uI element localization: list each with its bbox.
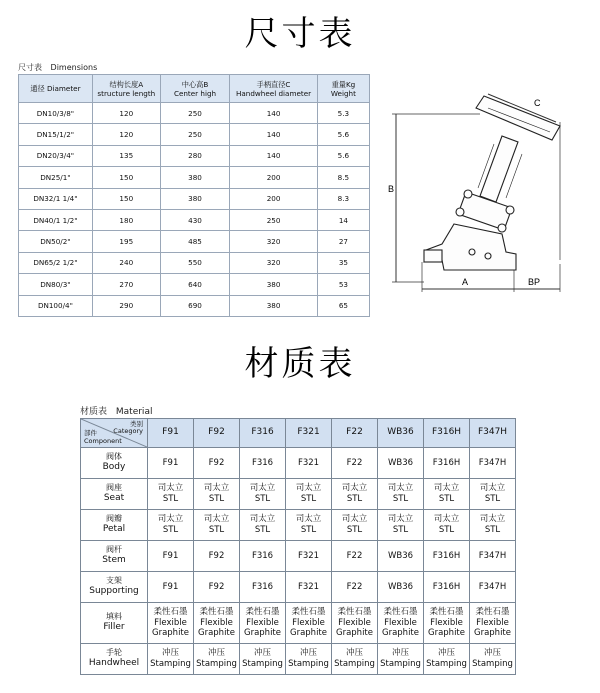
material-value-line: WB36 [387, 550, 414, 561]
material-value-line: 司太立 [341, 514, 368, 525]
material-cell [286, 603, 332, 644]
dimensions-header-line: 通径 Diameter [30, 84, 81, 93]
dimensions-header-cell [230, 75, 318, 103]
material-value-line: 柔性石墨 [245, 607, 280, 618]
material-cell [148, 479, 194, 510]
material-value-line: Flexible [292, 617, 325, 628]
material-value-line: Flexible [200, 617, 233, 628]
material-value-line: F22 [346, 457, 363, 468]
dimensions-cell: 195 [92, 231, 160, 252]
material-value-line: 司太立 [157, 483, 184, 494]
dimensions-header-line: structure length [97, 88, 156, 98]
dimensions-header-line: Center high [173, 88, 217, 98]
material-cell [424, 510, 470, 541]
material-value-line: STL [484, 494, 501, 504]
dimensions-cell: DN15/1/2" [19, 124, 93, 145]
material-value-line: 冲压 [253, 648, 271, 659]
material-value-line: Stamping [242, 659, 283, 669]
material-value-line: STL [208, 494, 225, 504]
dimensions-cell: 380 [230, 295, 318, 316]
dimensions-cell: 5.6 [317, 145, 369, 166]
material-cell [240, 510, 286, 541]
material-value-line: F347H [478, 581, 507, 592]
dimensions-header-line: 手柄直径C [256, 79, 291, 89]
material-value-line: Stamping [472, 659, 513, 669]
material-value-line: Graphite [290, 628, 327, 639]
materials-table-body [81, 448, 516, 675]
material-cell [240, 572, 286, 603]
material-cell [240, 448, 286, 479]
material-cell [194, 572, 240, 603]
component-name-zh: 阀体 [106, 452, 122, 462]
material-cell [148, 603, 194, 644]
material-value-line: F321 [297, 581, 320, 592]
dimensions-cell: DN100/4" [19, 295, 93, 316]
dimensions-header-line: Handwheel diameter [236, 88, 312, 98]
material-cell [194, 448, 240, 479]
material-value-line: Flexible [476, 617, 509, 628]
material-cell [286, 572, 332, 603]
material-cell [424, 644, 470, 675]
material-cell [332, 510, 378, 541]
material-cell [240, 541, 286, 572]
material-value-line: F316H [432, 550, 461, 561]
material-cell [286, 479, 332, 510]
dimensions-header-line: 重量Kg [331, 79, 356, 89]
label-c: C [534, 98, 541, 108]
material-cell [470, 479, 516, 510]
table-row [19, 124, 370, 145]
material-category-header: F22 [332, 419, 378, 448]
component-name-en: Seat [103, 493, 125, 504]
table-row [19, 231, 370, 252]
material-cell [148, 572, 194, 603]
material-cell [148, 644, 194, 675]
material-value-line: 柔性石墨 [383, 607, 418, 618]
component-name-cell [81, 572, 148, 603]
dimensions-cell: 430 [160, 209, 230, 230]
material-cell [286, 448, 332, 479]
material-value-line: 柔性石墨 [199, 607, 234, 618]
dimensions-cell: 200 [230, 188, 318, 209]
component-name-en: Handwheel [88, 658, 140, 669]
material-value-line: F91 [162, 550, 179, 561]
material-cell [240, 603, 286, 644]
dimensions-header-cell [160, 75, 230, 103]
dimensions-cell: DN20/3/4" [19, 145, 93, 166]
dimensions-cell: 380 [160, 188, 230, 209]
material-value-line: 司太立 [341, 483, 368, 494]
material-cell [194, 603, 240, 644]
materials-table [80, 418, 516, 675]
dimensions-cell: 200 [230, 167, 318, 188]
component-name-zh: 阀瓣 [106, 514, 122, 524]
dimensions-header-row [19, 75, 370, 103]
dimensions-cell: 120 [92, 124, 160, 145]
table-row [19, 145, 370, 166]
table-row [81, 479, 516, 510]
material-cell [378, 448, 424, 479]
material-cell [424, 603, 470, 644]
table-row [19, 167, 370, 188]
dimensions-cell: 150 [92, 188, 160, 209]
material-value-line: F316H [432, 581, 461, 592]
table-row [81, 541, 516, 572]
material-cell [240, 644, 286, 675]
material-cell [148, 510, 194, 541]
dimensions-caption-en: Dimensions [50, 63, 98, 72]
table-row [19, 252, 370, 273]
material-cell [424, 541, 470, 572]
material-value-line: STL [346, 494, 363, 504]
dimensions-cell: 65 [317, 295, 369, 316]
dimensions-cell: 140 [230, 145, 318, 166]
material-value-line: Stamping [426, 659, 467, 669]
material-category-header: F316 [240, 419, 286, 448]
material-value-line: Stamping [288, 659, 329, 669]
dimensions-section-title: 尺寸表 [244, 14, 356, 54]
dimensions-cell: 485 [160, 231, 230, 252]
material-value-line: STL [438, 525, 455, 535]
dimensions-cell: 150 [92, 167, 160, 188]
material-value-line: 冲压 [483, 648, 501, 659]
material-cell [240, 479, 286, 510]
corner-category-zh: 类别 [130, 420, 143, 428]
material-value-line: STL [300, 525, 317, 535]
dimensions-cell: 35 [317, 252, 369, 273]
material-value-line: Stamping [380, 659, 421, 669]
table-row [81, 510, 516, 541]
material-value-line: 司太立 [433, 514, 460, 525]
table-row [19, 295, 370, 316]
material-value-line: Graphite [198, 628, 235, 639]
component-name-zh: 填料 [106, 612, 122, 622]
materials-section-title: 材质表 [244, 344, 356, 384]
valve-dimension-drawing [384, 84, 580, 294]
material-value-line: Stamping [334, 659, 375, 669]
component-name-zh: 阀杆 [106, 545, 122, 555]
dimensions-cell: DN65/2 1/2" [19, 252, 93, 273]
material-cell [378, 510, 424, 541]
dimensions-cell: 8.5 [317, 167, 369, 188]
material-value-line: F22 [346, 550, 363, 561]
material-value-line: STL [346, 525, 363, 535]
dimensions-table-body [19, 103, 370, 317]
dimensions-cell: 120 [92, 103, 160, 124]
component-name-zh: 阀座 [106, 483, 122, 493]
material-value-line: 司太立 [157, 514, 184, 525]
material-cell [148, 448, 194, 479]
material-cell [194, 510, 240, 541]
dimensions-cell: 140 [230, 124, 318, 145]
material-value-line: 司太立 [479, 514, 506, 525]
material-value-line: F91 [162, 581, 179, 592]
component-name-cell [81, 644, 148, 675]
material-value-line: F347H [478, 457, 507, 468]
dimensions-cell: 320 [230, 252, 318, 273]
material-value-line: Flexible [338, 617, 371, 628]
dimensions-cell: DN40/1 1/2" [19, 209, 93, 230]
material-value-line: STL [300, 494, 317, 504]
material-value-line: STL [162, 494, 179, 504]
material-value-line: 司太立 [479, 483, 506, 494]
material-value-line: WB36 [387, 457, 414, 468]
dimensions-cell: 5.3 [317, 103, 369, 124]
material-value-line: 司太立 [295, 483, 322, 494]
material-cell [378, 603, 424, 644]
dimensions-header-line: Weight [330, 88, 356, 98]
material-value-line: Flexible [154, 617, 187, 628]
component-name-en: Stem [102, 555, 126, 566]
material-cell [470, 572, 516, 603]
material-value-line: 司太立 [295, 514, 322, 525]
material-value-line: Stamping [150, 659, 191, 669]
dimensions-cell: 250 [230, 209, 318, 230]
dimensions-header-cell [19, 75, 93, 103]
material-category-header: WB36 [378, 419, 424, 448]
material-value-line: F316 [251, 550, 274, 561]
material-value-line: Graphite [336, 628, 373, 639]
material-value-line: 柔性石墨 [337, 607, 372, 618]
material-value-line: STL [484, 525, 501, 535]
dimensions-cell: DN80/3" [19, 274, 93, 295]
dimensions-cell: 250 [160, 124, 230, 145]
material-cell [332, 572, 378, 603]
material-value-line: 冲压 [437, 648, 455, 659]
valve-body-sketch [424, 96, 560, 270]
material-value-line: F91 [162, 457, 179, 468]
component-name-cell [81, 448, 148, 479]
material-value-line: 冲压 [207, 648, 225, 659]
corner-component-en: Component [84, 436, 122, 445]
material-category-header: F91 [148, 419, 194, 448]
component-name-en: Supporting [89, 586, 139, 597]
material-cell [378, 479, 424, 510]
material-cell [378, 541, 424, 572]
dimensions-cell: 8.3 [317, 188, 369, 209]
material-value-line: F92 [208, 581, 225, 592]
material-value-line: F321 [297, 550, 320, 561]
label-b: B [388, 184, 395, 194]
material-value-line: STL [254, 494, 271, 504]
dimensions-header-cell [92, 75, 160, 103]
dimensions-cell: 5.6 [317, 124, 369, 145]
dimensions-cell: 27 [317, 231, 369, 252]
material-category-header: F316H [424, 419, 470, 448]
dimensions-cell: 270 [92, 274, 160, 295]
material-value-line: Flexible [384, 617, 417, 628]
dimensions-header-cell [317, 75, 369, 103]
dimensions-cell: DN32/1 1/4" [19, 188, 93, 209]
material-value-line: F92 [208, 457, 225, 468]
table-row [81, 644, 516, 675]
material-value-line: Graphite [474, 628, 511, 639]
dimensions-cell: 140 [230, 103, 318, 124]
material-cell [286, 510, 332, 541]
dimensions-cell: 280 [160, 145, 230, 166]
material-value-line: 司太立 [433, 483, 460, 494]
material-value-line: 司太立 [387, 514, 414, 525]
component-name-en: Petal [102, 524, 126, 535]
material-value-line: Flexible [246, 617, 279, 628]
dimensions-cell: DN10/3/8" [19, 103, 93, 124]
material-cell [332, 479, 378, 510]
material-value-line: 冲压 [299, 648, 317, 659]
dimensions-cell: 135 [92, 145, 160, 166]
component-name-en: Body [102, 462, 126, 473]
material-value-line: 司太立 [203, 483, 230, 494]
label-a: A [462, 277, 469, 287]
material-category-header: F321 [286, 419, 332, 448]
material-value-line: 柔性石墨 [475, 607, 510, 618]
dimensions-cell: DN25/1" [19, 167, 93, 188]
material-value-line: STL [254, 525, 271, 535]
material-value-line: F316H [432, 457, 461, 468]
dimensions-cell: 380 [160, 167, 230, 188]
table-row [19, 274, 370, 295]
dimensions-cell: DN50/2" [19, 231, 93, 252]
materials-corner-cell [81, 419, 148, 448]
material-value-line: F316 [251, 581, 274, 592]
material-value-line: 司太立 [249, 483, 276, 494]
component-name-en: Filler [103, 622, 125, 633]
corner-category-en: Category [113, 427, 143, 436]
table-row [81, 572, 516, 603]
dimensions-cell: 290 [92, 295, 160, 316]
dimensions-header-line: 结构长度A [109, 79, 144, 89]
material-value-line: Graphite [152, 628, 189, 639]
material-value-line: 柔性石墨 [291, 607, 326, 618]
material-value-line: Flexible [430, 617, 463, 628]
label-bp: BP [528, 277, 541, 287]
material-value-line: F321 [297, 457, 320, 468]
component-name-cell [81, 541, 148, 572]
dimensions-caption-zh: 尺寸表 [18, 63, 42, 72]
material-cell [470, 644, 516, 675]
material-category-header: F92 [194, 419, 240, 448]
material-cell [332, 603, 378, 644]
material-cell [470, 541, 516, 572]
material-cell [332, 644, 378, 675]
component-name-cell [81, 479, 148, 510]
materials-header-row [81, 419, 516, 448]
material-cell [332, 541, 378, 572]
material-cell [148, 541, 194, 572]
material-value-line: Stamping [196, 659, 237, 669]
materials-caption-en: Material [115, 407, 153, 417]
material-value-line: 柔性石墨 [153, 607, 188, 618]
material-value-line: Graphite [382, 628, 419, 639]
material-value-line: STL [392, 494, 409, 504]
material-value-line: STL [392, 525, 409, 535]
dimensions-cell: 640 [160, 274, 230, 295]
component-name-cell [81, 603, 148, 644]
material-cell [424, 448, 470, 479]
component-name-cell [81, 510, 148, 541]
dimensions-cell: 320 [230, 231, 318, 252]
material-cell [286, 541, 332, 572]
material-value-line: 冲压 [345, 648, 363, 659]
component-name-zh: 支架 [106, 576, 122, 586]
material-cell [424, 572, 470, 603]
material-cell [424, 479, 470, 510]
material-value-line: F22 [346, 581, 363, 592]
material-cell [332, 448, 378, 479]
dimensions-cell: 180 [92, 209, 160, 230]
table-row [81, 448, 516, 479]
material-cell [470, 448, 516, 479]
table-row [19, 209, 370, 230]
material-value-line: F347H [478, 550, 507, 561]
table-row [19, 103, 370, 124]
dimensions-cell: 240 [92, 252, 160, 273]
material-value-line: STL [162, 525, 179, 535]
material-cell [194, 644, 240, 675]
dimensions-cell: 250 [160, 103, 230, 124]
material-value-line: Graphite [428, 628, 465, 639]
corner-component-label [84, 430, 122, 445]
material-value-line: STL [438, 494, 455, 504]
material-value-line: Graphite [244, 628, 281, 639]
component-name-zh: 手轮 [106, 648, 122, 658]
materials-caption-zh: 材质表 [80, 407, 108, 417]
material-cell [470, 510, 516, 541]
dimensions-table-caption [18, 62, 103, 73]
material-value-line: STL [208, 525, 225, 535]
corner-component-zh: 部件 [84, 429, 97, 438]
material-value-line: 司太立 [203, 514, 230, 525]
dimensions-table [18, 74, 370, 317]
material-value-line: WB36 [387, 581, 414, 592]
material-cell [194, 541, 240, 572]
material-cell [470, 603, 516, 644]
dimensions-cell: 53 [317, 274, 369, 295]
material-value-line: 柔性石墨 [429, 607, 464, 618]
material-category-header: F347H [470, 419, 516, 448]
material-cell [286, 644, 332, 675]
dimensions-cell: 690 [160, 295, 230, 316]
material-cell [194, 479, 240, 510]
material-value-line: 司太立 [249, 514, 276, 525]
material-value-line: F92 [208, 550, 225, 561]
dimensions-cell: 14 [317, 209, 369, 230]
material-value-line: 冲压 [391, 648, 409, 659]
material-value-line: 冲压 [161, 648, 179, 659]
dimensions-header-line: 中心高B [181, 79, 209, 89]
material-cell [378, 572, 424, 603]
material-value-line: 司太立 [387, 483, 414, 494]
materials-table-caption [80, 404, 158, 417]
table-row [81, 603, 516, 644]
material-value-line: F316 [251, 457, 274, 468]
dimensions-cell: 380 [230, 274, 318, 295]
dimensions-cell: 550 [160, 252, 230, 273]
table-row [19, 188, 370, 209]
material-cell [378, 644, 424, 675]
